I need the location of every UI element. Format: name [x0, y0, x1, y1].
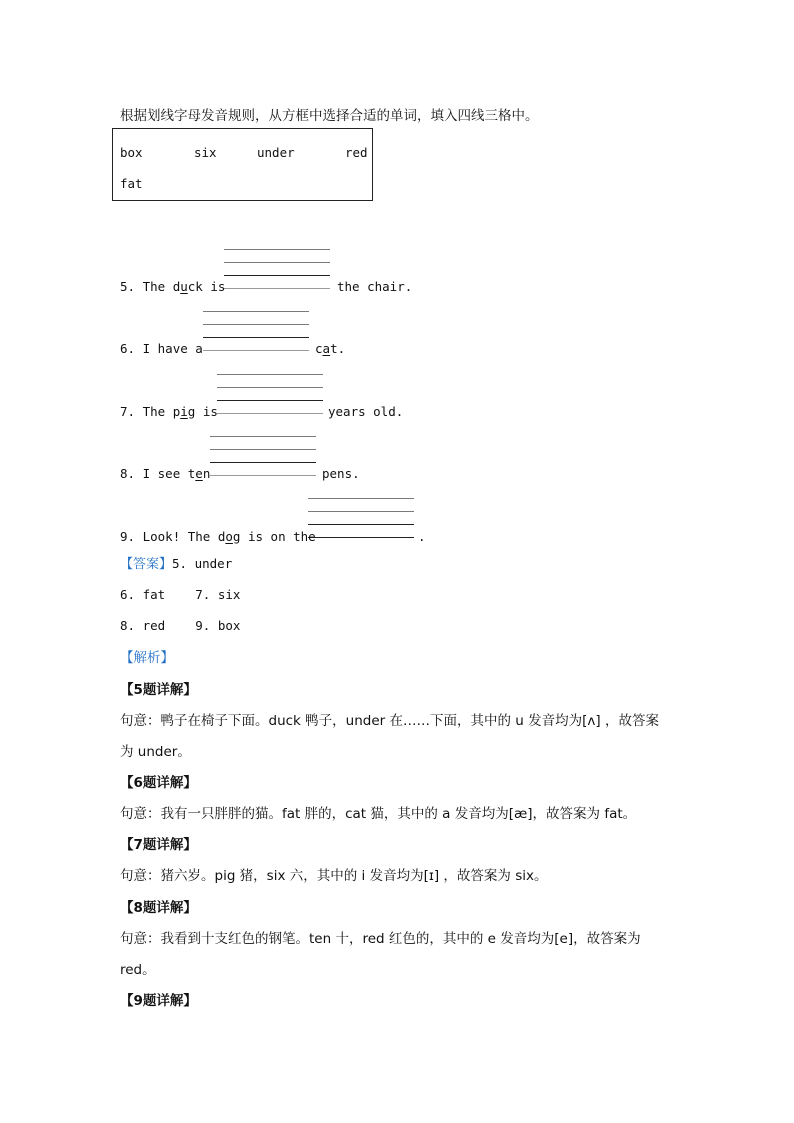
- analysis-heading-8: 【8题详解】: [120, 900, 197, 916]
- question-7: 7. The pig is: [120, 404, 218, 419]
- analysis-text-6: 句意：我有一只胖胖的猫。fat 胖的，cat 猫，其中的 a 发音均为[æ]，故答案为 fat。: [120, 806, 637, 822]
- word-box-item: box: [120, 145, 143, 160]
- analysis-tag: 【解析】: [120, 650, 174, 666]
- answer-line-2: 6. fat 7. six: [120, 587, 241, 602]
- four-line-blank-5[interactable]: [224, 249, 330, 289]
- analysis-heading-9: 【9题详解】: [120, 993, 197, 1009]
- question-6: 6. I have a: [120, 341, 203, 356]
- four-line-blank-8[interactable]: [210, 436, 316, 476]
- question-6-tail: cat.: [315, 341, 346, 356]
- question-9: 9. Look! The dog is on the: [120, 529, 316, 544]
- analysis-heading-7: 【7题详解】: [120, 837, 197, 853]
- word-box-item: under: [257, 145, 295, 160]
- word-box-item: six: [194, 145, 217, 160]
- question-7-tail: years old.: [328, 404, 404, 419]
- analysis-text-7: 句意：猪六岁。pig 猪，six 六，其中的 i 发音均为[ɪ] ，故答案为 six。: [120, 868, 548, 884]
- answer-tag: 【答案】: [120, 557, 173, 572]
- analysis-text-8b: red。: [120, 962, 156, 978]
- analysis-text-8a: 句意：我看到十支红色的钢笔。ten 十，red 红色的，其中的 e 发音均为[e]，故答案为: [120, 931, 641, 947]
- answer-line-1: 【答案】5. under: [120, 556, 233, 572]
- word-box-item: fat: [120, 176, 143, 191]
- question-8: 8. I see ten: [120, 466, 211, 481]
- four-line-blank-6[interactable]: [203, 311, 309, 351]
- analysis-heading-6: 【6题详解】: [120, 775, 197, 791]
- four-line-blank-7[interactable]: [217, 374, 323, 414]
- question-8-tail: pens.: [322, 466, 360, 481]
- word-box: [112, 128, 373, 201]
- word-box-item: red: [345, 145, 368, 160]
- analysis-text-5b: 为 under。: [120, 744, 191, 760]
- question-5-tail: the chair.: [337, 279, 413, 294]
- instruction-text: 根据划线字母发音规则，从方框中选择合适的单词，填入四线三格中。: [120, 108, 539, 124]
- answer-line-3: 8. red 9. box: [120, 618, 241, 633]
- question-5: 5. The duck is: [120, 279, 226, 294]
- analysis-text-5a: 句意：鸭子在椅子下面。duck 鸭子，under 在……下面，其中的 u 发音均为[ʌ] ，故答案: [120, 713, 659, 729]
- four-line-blank-9[interactable]: [308, 498, 414, 538]
- question-9-tail: .: [418, 529, 426, 544]
- analysis-heading-5: 【5题详解】: [120, 682, 197, 698]
